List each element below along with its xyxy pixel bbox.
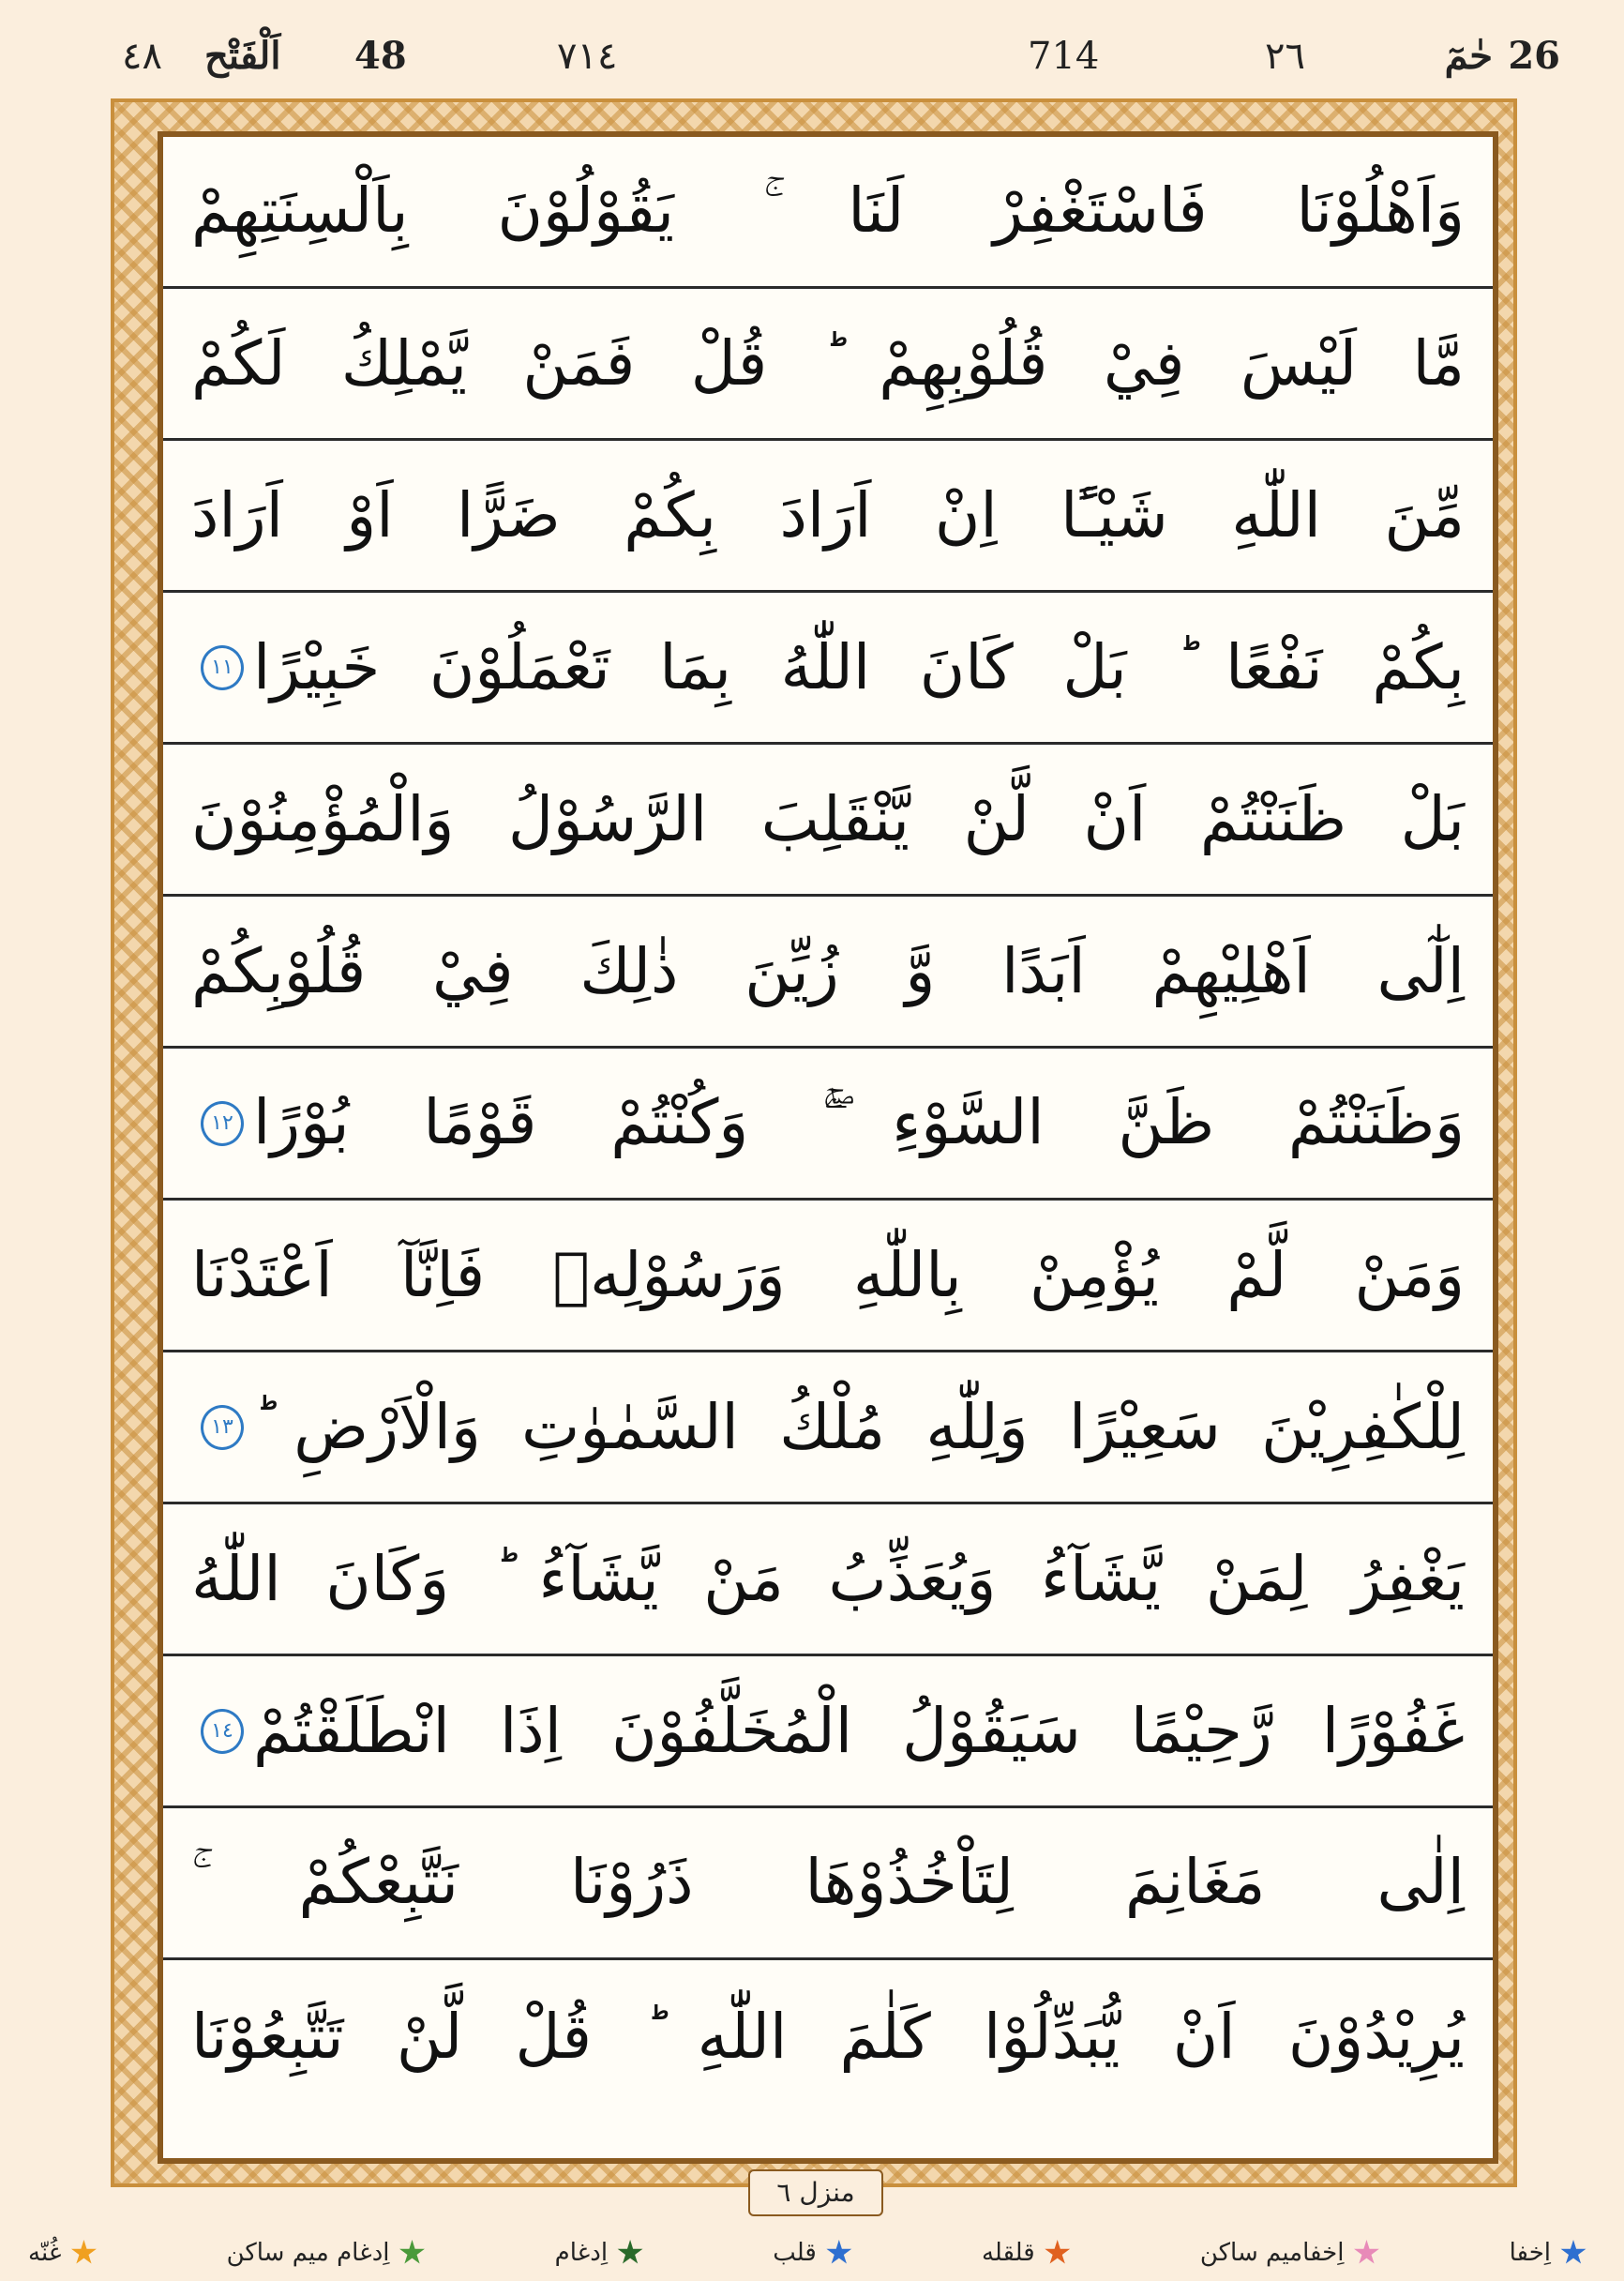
- surah-number: ٤٨: [122, 35, 162, 78]
- ayah-marker-12: ١٢: [201, 1101, 244, 1146]
- quran-line-2: مَّا لَيْسَ فِيْ قُلُوْبِهِمْ ؕ قُلْ فَمَنْ يَّمْلِكُ لَكُمْ: [163, 289, 1493, 441]
- quran-line-12: اِلٰى مَغَانِمَ لِتَاْخُذُوْهَا ذَرُوْنَا نَتَّبِعْكُمْ ۚ: [163, 1808, 1493, 1960]
- tajweed-legend: [0, 2225, 1624, 2281]
- legend-item: قلقله: [982, 2239, 1071, 2267]
- quran-line-4: بِكُمْ نَفْعًا ؕ بَلْ كَانَ اللّٰهُ بِمَا تَعْمَلُوْنَ خَبِيْرًا ١١: [163, 593, 1493, 745]
- quran-line-1: وَاَهْلُوْنَا فَاسْتَغْفِرْ لَنَا ۚ يَقُوْلُوْنَ بِاَلْسِنَتِهِمْ: [163, 137, 1493, 289]
- star-icon: [1560, 2240, 1586, 2266]
- legend-item: اِخفامیم ساکن: [1200, 2239, 1380, 2267]
- legend-item: قلب: [773, 2239, 852, 2267]
- star-icon: [1353, 2240, 1379, 2266]
- legend-item: اِدغام: [555, 2239, 643, 2267]
- quran-line-5: بَلْ ظَنَنْتُمْ اَنْ لَّنْ يَّنْقَلِبَ الرَّسُوْلُ وَالْمُؤْمِنُوْنَ: [163, 745, 1493, 897]
- page-number-arabic: ٧١٤: [557, 35, 618, 78]
- surah-name: اَلْفَتْح: [204, 34, 281, 78]
- legend-item: غُنّه: [28, 2239, 97, 2267]
- legend-item: اِخفا: [1510, 2239, 1586, 2267]
- ayah-marker-13: ١٣: [201, 1405, 244, 1450]
- quran-line-11: غَفُوْرًا رَّحِيْمًا سَيَقُوْلُ الْمُخَلَّفُوْنَ اِذَا انْطَلَقْتُمْ ١٤: [163, 1656, 1493, 1808]
- quran-line-7: وَظَنَنْتُمْ ظَنَّ السَّوْءِ ۖۚ وَكُنْتُمْ قَوْمًا بُوْرًا ١٢: [163, 1049, 1493, 1201]
- manzil-label: منزل ٦: [748, 2169, 883, 2216]
- quran-line-3: مِّنَ اللّٰهِ شَيْـًٔا اِنْ اَرَادَ بِكُمْ ضَرًّا اَوْ اَرَادَ: [163, 441, 1493, 593]
- left-page-number: 48: [354, 34, 407, 78]
- ayah-marker-14: ١٤: [201, 1709, 244, 1754]
- star-icon: [399, 2240, 426, 2266]
- star-icon: [617, 2240, 643, 2266]
- star-icon: [1045, 2240, 1071, 2266]
- quran-line-8: وَمَنْ لَّمْ يُؤْمِنْ بِاللّٰهِ وَرَسُوْلِهٖ فَاِنَّآ اَعْتَدْنَا: [163, 1201, 1493, 1352]
- juz-number: ٢٦: [1265, 35, 1305, 78]
- quran-line-6: اِلٰٓى اَهْلِيْهِمْ اَبَدًا وَّ زُيِّنَ ذٰلِكَ فِيْ قُلُوْبِكُمْ: [163, 897, 1493, 1049]
- star-icon: [70, 2240, 97, 2266]
- star-icon: [826, 2240, 852, 2266]
- right-page-number: 26: [1508, 34, 1560, 78]
- legend-item: اِدغام میم ساکن: [227, 2239, 426, 2267]
- juz-name: حٰمٓ: [1444, 34, 1493, 78]
- quran-line-9: لِلْكٰفِرِيْنَ سَعِيْرًا وَلِلّٰهِ مُلْكُ السَّمٰوٰتِ وَالْاَرْضِ ؕ ١٣: [163, 1352, 1493, 1504]
- quran-line-10: يَغْفِرُ لِمَنْ يَّشَآءُ وَيُعَذِّبُ مَنْ يَّشَآءُ ؕ وَكَانَ اللّٰهُ: [163, 1504, 1493, 1656]
- page-header: [0, 0, 1624, 113]
- ayah-marker-11: ١١: [201, 645, 244, 690]
- quran-line-13: يُرِيْدُوْنَ اَنْ يُّبَدِّلُوْا كَلٰمَ اللّٰهِ ؕ قُلْ لَّنْ تَتَّبِعُوْنَا: [191, 2000, 1465, 2073]
- page-number: 714: [1028, 35, 1100, 78]
